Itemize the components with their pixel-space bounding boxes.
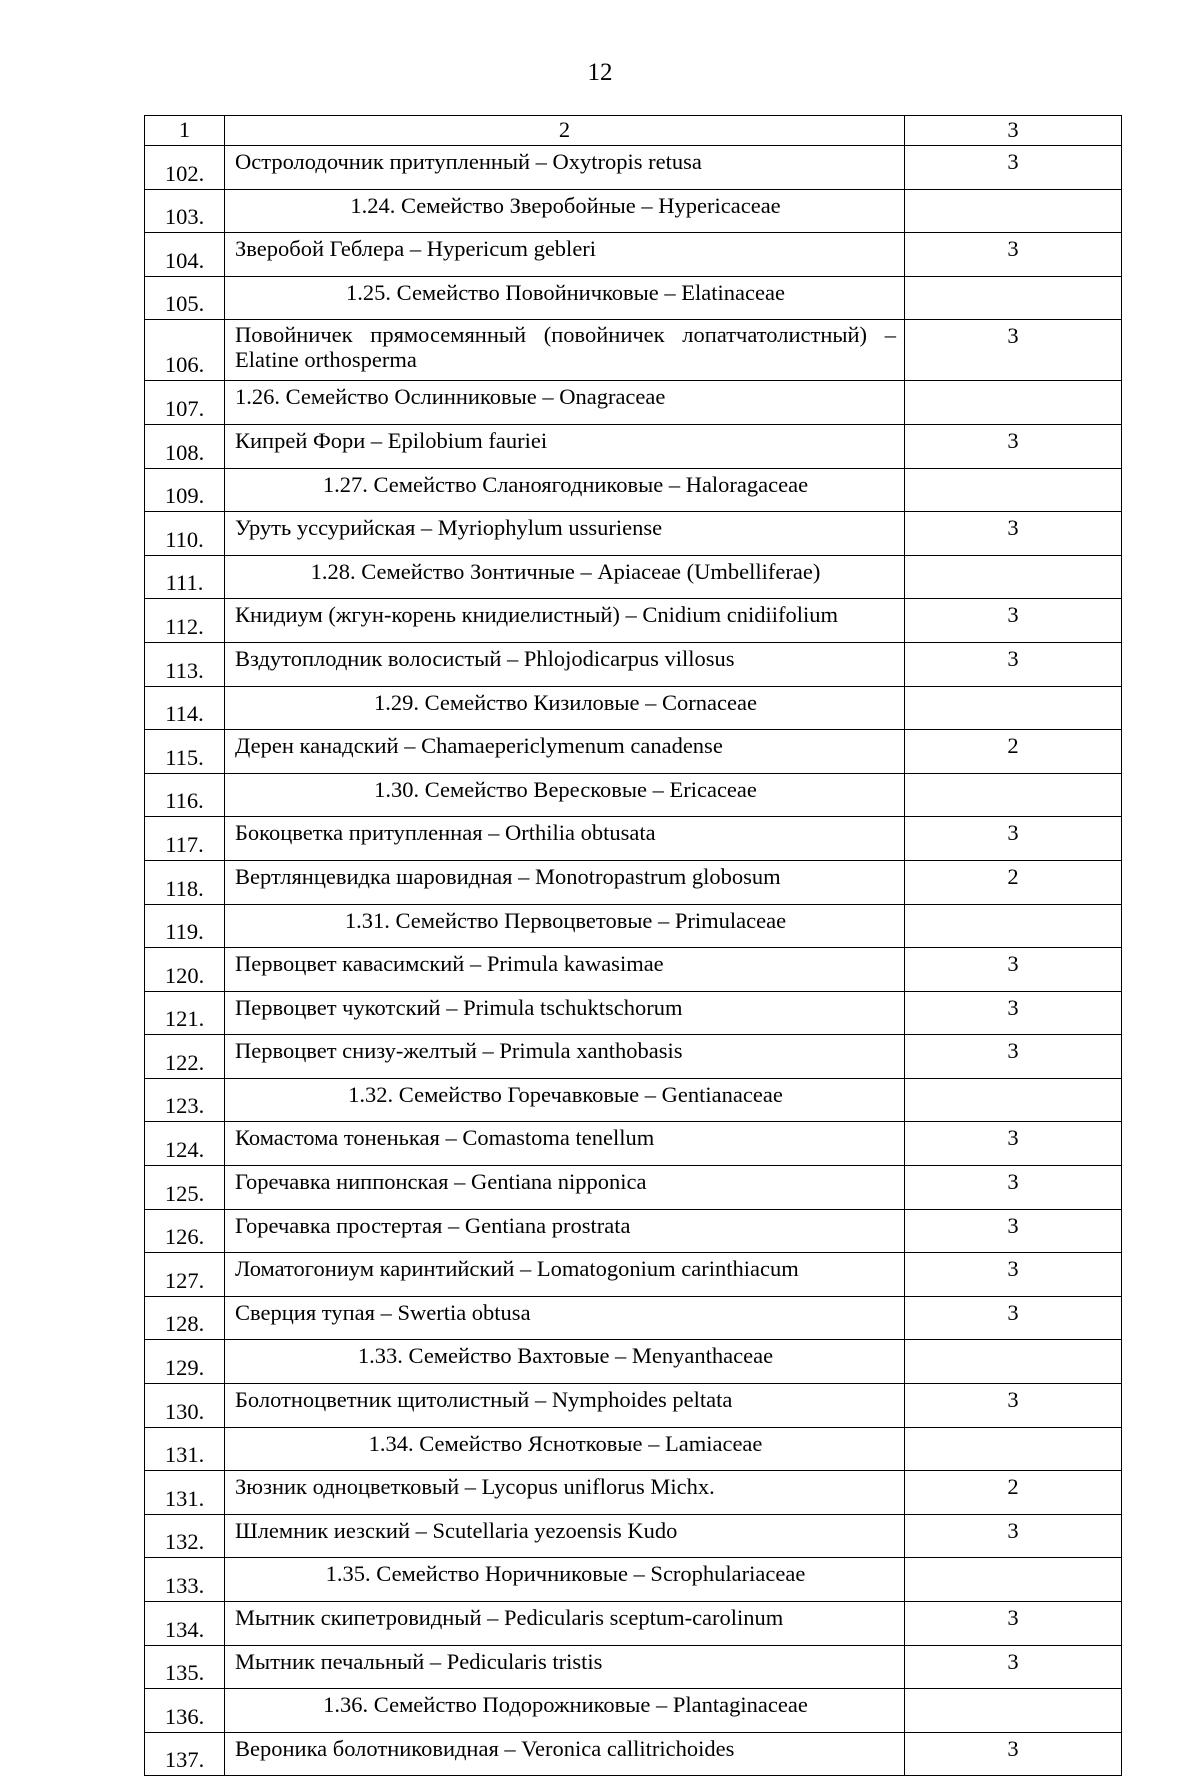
table-row: [145, 1296, 1122, 1340]
category-cell: [905, 189, 1122, 233]
category-cell: 3: [905, 817, 1122, 861]
row-number-cell: 132.: [145, 1514, 225, 1558]
row-number-cell: 103.: [145, 189, 225, 233]
family-header-row: [145, 1340, 1122, 1384]
category-cell: [905, 1427, 1122, 1471]
row-number-cell: 122.: [145, 1035, 225, 1079]
species-name-cell: Первоцвет снизу-желтый – Primula xanthobasis: [225, 1035, 905, 1079]
category-cell: [905, 1689, 1122, 1733]
species-name-cell: Повойничек прямосемянный (повойничек лопатчатолистный) – Elatine orthosperma: [225, 320, 905, 381]
species-name-cell: Вертлянцевидка шаровидная – Monotropastrum globosum: [225, 860, 905, 904]
row-number-cell: 115.: [145, 730, 225, 774]
family-header-row: [145, 904, 1122, 948]
family-name-cell: 1.32. Семейство Горечавковые – Gentianaceae: [225, 1078, 905, 1122]
family-name-cell: 1.31. Семейство Первоцветовые – Primulaceae: [225, 904, 905, 948]
family-header-row: [145, 1427, 1122, 1471]
family-header-row: [145, 555, 1122, 599]
category-cell: 2: [905, 730, 1122, 774]
table-row: [145, 1514, 1122, 1558]
table-row: [145, 424, 1122, 468]
category-cell: 3: [905, 1514, 1122, 1558]
table-header-row: [145, 116, 1122, 146]
family-name-cell: 1.34. Семейство Яснотковые – Lamiaceae: [225, 1427, 905, 1471]
row-number-cell: 107.: [145, 381, 225, 425]
species-name-cell: Вздутоплодник волосистый – Phlojodicarpus villosus: [225, 642, 905, 686]
table-row: [145, 991, 1122, 1035]
species-name-cell: Зверобой Геблера – Hypericum gebleri: [225, 233, 905, 277]
species-name-cell: Первоцвет кавасимский – Primula kawasimae: [225, 948, 905, 992]
table-row: [145, 860, 1122, 904]
table-row: [145, 233, 1122, 277]
family-header-row: [145, 1689, 1122, 1733]
row-number-cell: 112.: [145, 599, 225, 643]
species-name-cell: Первоцвет чукотский – Primula tschuktschorum: [225, 991, 905, 1035]
species-name-cell: Кипрей Фори – Epilobium fauriei: [225, 424, 905, 468]
row-number-cell: 120.: [145, 948, 225, 992]
category-cell: 2: [905, 1471, 1122, 1515]
row-number-cell: 121.: [145, 991, 225, 1035]
species-name-cell: Сверция тупая – Swertia obtusa: [225, 1296, 905, 1340]
row-number-cell: 124.: [145, 1122, 225, 1166]
row-number-cell: 114.: [145, 686, 225, 730]
category-cell: [905, 686, 1122, 730]
table-row: [145, 1166, 1122, 1210]
table-row: [145, 642, 1122, 686]
category-cell: 3: [905, 599, 1122, 643]
row-number-cell: 134.: [145, 1602, 225, 1646]
table-row: [145, 817, 1122, 861]
family-header-row: [145, 468, 1122, 512]
species-name-cell: Болотноцветник щитолистный – Nymphoides peltata: [225, 1384, 905, 1428]
family-name-cell: 1.35. Семейство Норичниковые – Scrophulariaceae: [225, 1558, 905, 1602]
row-number-cell: 119.: [145, 904, 225, 948]
species-name-cell: Шлемник иезский – Scutellaria yezoensis Kudo: [225, 1514, 905, 1558]
row-number-cell: 105.: [145, 276, 225, 320]
header-cell-number: 1: [145, 116, 225, 146]
table-row: [145, 730, 1122, 774]
family-name-cell: 1.27. Семейство Сланоягодниковые – Haloragaceae: [225, 468, 905, 512]
row-number-cell: 104.: [145, 233, 225, 277]
category-cell: [905, 468, 1122, 512]
category-cell: 3: [905, 146, 1122, 190]
row-number-cell: 116.: [145, 773, 225, 817]
species-name-cell: Бокоцветка притупленная – Orthilia obtusata: [225, 817, 905, 861]
row-number-cell: 123.: [145, 1078, 225, 1122]
category-cell: [905, 381, 1122, 425]
row-number-cell: 117.: [145, 817, 225, 861]
category-cell: 3: [905, 1384, 1122, 1428]
species-name-cell: Ломатогониум каринтийский – Lomatogonium carinthiacum: [225, 1253, 905, 1297]
table-row: [145, 1732, 1122, 1776]
family-name-cell: 1.26. Семейство Ослинниковые – Onagraceae: [225, 381, 905, 425]
row-number-cell: 131.: [145, 1471, 225, 1515]
family-header-row: [145, 189, 1122, 233]
species-table-body: [145, 116, 1122, 1776]
table-row: [145, 1035, 1122, 1079]
species-table: [144, 115, 1122, 1776]
species-name-cell: Дерен канадский – Chamaepericlymenum canadense: [225, 730, 905, 774]
category-cell: 3: [905, 1166, 1122, 1210]
header-cell-category: 3: [905, 116, 1122, 146]
category-cell: 3: [905, 424, 1122, 468]
species-name-cell: Горечавка простертая – Gentiana prostrata: [225, 1209, 905, 1253]
row-number-cell: 128.: [145, 1296, 225, 1340]
species-name-cell: Книдиум (жгун-корень книдиелистный) – Cnidium cnidiifolium: [225, 599, 905, 643]
category-cell: 2: [905, 860, 1122, 904]
category-cell: 3: [905, 1732, 1122, 1776]
species-name-cell: Мытник скипетровидный – Pedicularis sceptum-carolinum: [225, 1602, 905, 1646]
table-row: [145, 1209, 1122, 1253]
table-row: [145, 948, 1122, 992]
row-number-cell: 108.: [145, 424, 225, 468]
category-cell: 3: [905, 1602, 1122, 1646]
family-name-cell: 1.29. Семейство Кизиловые – Cornaceae: [225, 686, 905, 730]
category-cell: 3: [905, 1209, 1122, 1253]
category-cell: 3: [905, 233, 1122, 277]
row-number-cell: 113.: [145, 642, 225, 686]
table-row: [145, 1122, 1122, 1166]
table-row: [145, 1253, 1122, 1297]
family-name-cell: 1.36. Семейство Подорожниковые – Plantaginaceae: [225, 1689, 905, 1733]
row-number-cell: 125.: [145, 1166, 225, 1210]
category-cell: 3: [905, 1645, 1122, 1689]
category-cell: 3: [905, 991, 1122, 1035]
family-header-row: [145, 276, 1122, 320]
table-row: [145, 146, 1122, 190]
species-name-cell: Остролодочник притупленный – Oxytropis retusa: [225, 146, 905, 190]
page-number: 12: [587, 59, 613, 86]
table-row: [145, 1471, 1122, 1515]
category-cell: [905, 555, 1122, 599]
row-number-cell: 130.: [145, 1384, 225, 1428]
category-cell: 3: [905, 1253, 1122, 1297]
row-number-cell: 136.: [145, 1689, 225, 1733]
family-header-row: [145, 1558, 1122, 1602]
row-number-cell: 133.: [145, 1558, 225, 1602]
category-cell: 3: [905, 320, 1122, 381]
category-cell: 3: [905, 1122, 1122, 1166]
header-cell-name: 2: [225, 116, 905, 146]
family-header-row: [145, 1078, 1122, 1122]
species-name-cell: Зюзник одноцветковый – Lycopus uniflorus Michx.: [225, 1471, 905, 1515]
table-row: [145, 1645, 1122, 1689]
species-name-cell: Горечавка ниппонская – Gentiana nipponica: [225, 1166, 905, 1210]
category-cell: [905, 1558, 1122, 1602]
species-name-cell: Уруть уссурийская – Myriophylum ussuriense: [225, 512, 905, 556]
category-cell: 3: [905, 642, 1122, 686]
species-name-cell: Вероника болотниковидная – Veronica callitrichoides: [225, 1732, 905, 1776]
table-row: [145, 512, 1122, 556]
family-name-cell: 1.28. Семейство Зонтичные – Apiaceae (Umbelliferae): [225, 555, 905, 599]
row-number-cell: 127.: [145, 1253, 225, 1297]
category-cell: 3: [905, 512, 1122, 556]
row-number-cell: 135.: [145, 1645, 225, 1689]
row-number-cell: 137.: [145, 1732, 225, 1776]
category-cell: [905, 276, 1122, 320]
row-number-cell: 129.: [145, 1340, 225, 1384]
species-name-cell: Мытник печальный – Pedicularis tristis: [225, 1645, 905, 1689]
family-header-row: [145, 686, 1122, 730]
family-name-cell: 1.24. Семейство Зверобойные – Hypericaceae: [225, 189, 905, 233]
row-number-cell: 102.: [145, 146, 225, 190]
row-number-cell: 126.: [145, 1209, 225, 1253]
category-cell: [905, 1078, 1122, 1122]
row-number-cell: 118.: [145, 860, 225, 904]
row-number-cell: 110.: [145, 512, 225, 556]
table-row: [145, 1384, 1122, 1428]
family-header-row: [145, 773, 1122, 817]
family-name-cell: 1.33. Семейство Вахтовые – Menyanthaceae: [225, 1340, 905, 1384]
species-name-cell: Комастома тоненькая – Comastoma tenellum: [225, 1122, 905, 1166]
family-name-cell: 1.30. Семейство Вересковые – Ericaceae: [225, 773, 905, 817]
category-cell: 3: [905, 948, 1122, 992]
category-cell: 3: [905, 1035, 1122, 1079]
family-header-row: [145, 381, 1122, 425]
table-row: [145, 320, 1122, 381]
table-row: [145, 599, 1122, 643]
category-cell: [905, 904, 1122, 948]
row-number-cell: 109.: [145, 468, 225, 512]
family-name-cell: 1.25. Семейство Повойничковые – Elatinaceae: [225, 276, 905, 320]
row-number-cell: 111.: [145, 555, 225, 599]
category-cell: [905, 1340, 1122, 1384]
row-number-cell: 131.: [145, 1427, 225, 1471]
category-cell: 3: [905, 1296, 1122, 1340]
category-cell: [905, 773, 1122, 817]
row-number-cell: 106.: [145, 320, 225, 381]
table-row: [145, 1602, 1122, 1646]
